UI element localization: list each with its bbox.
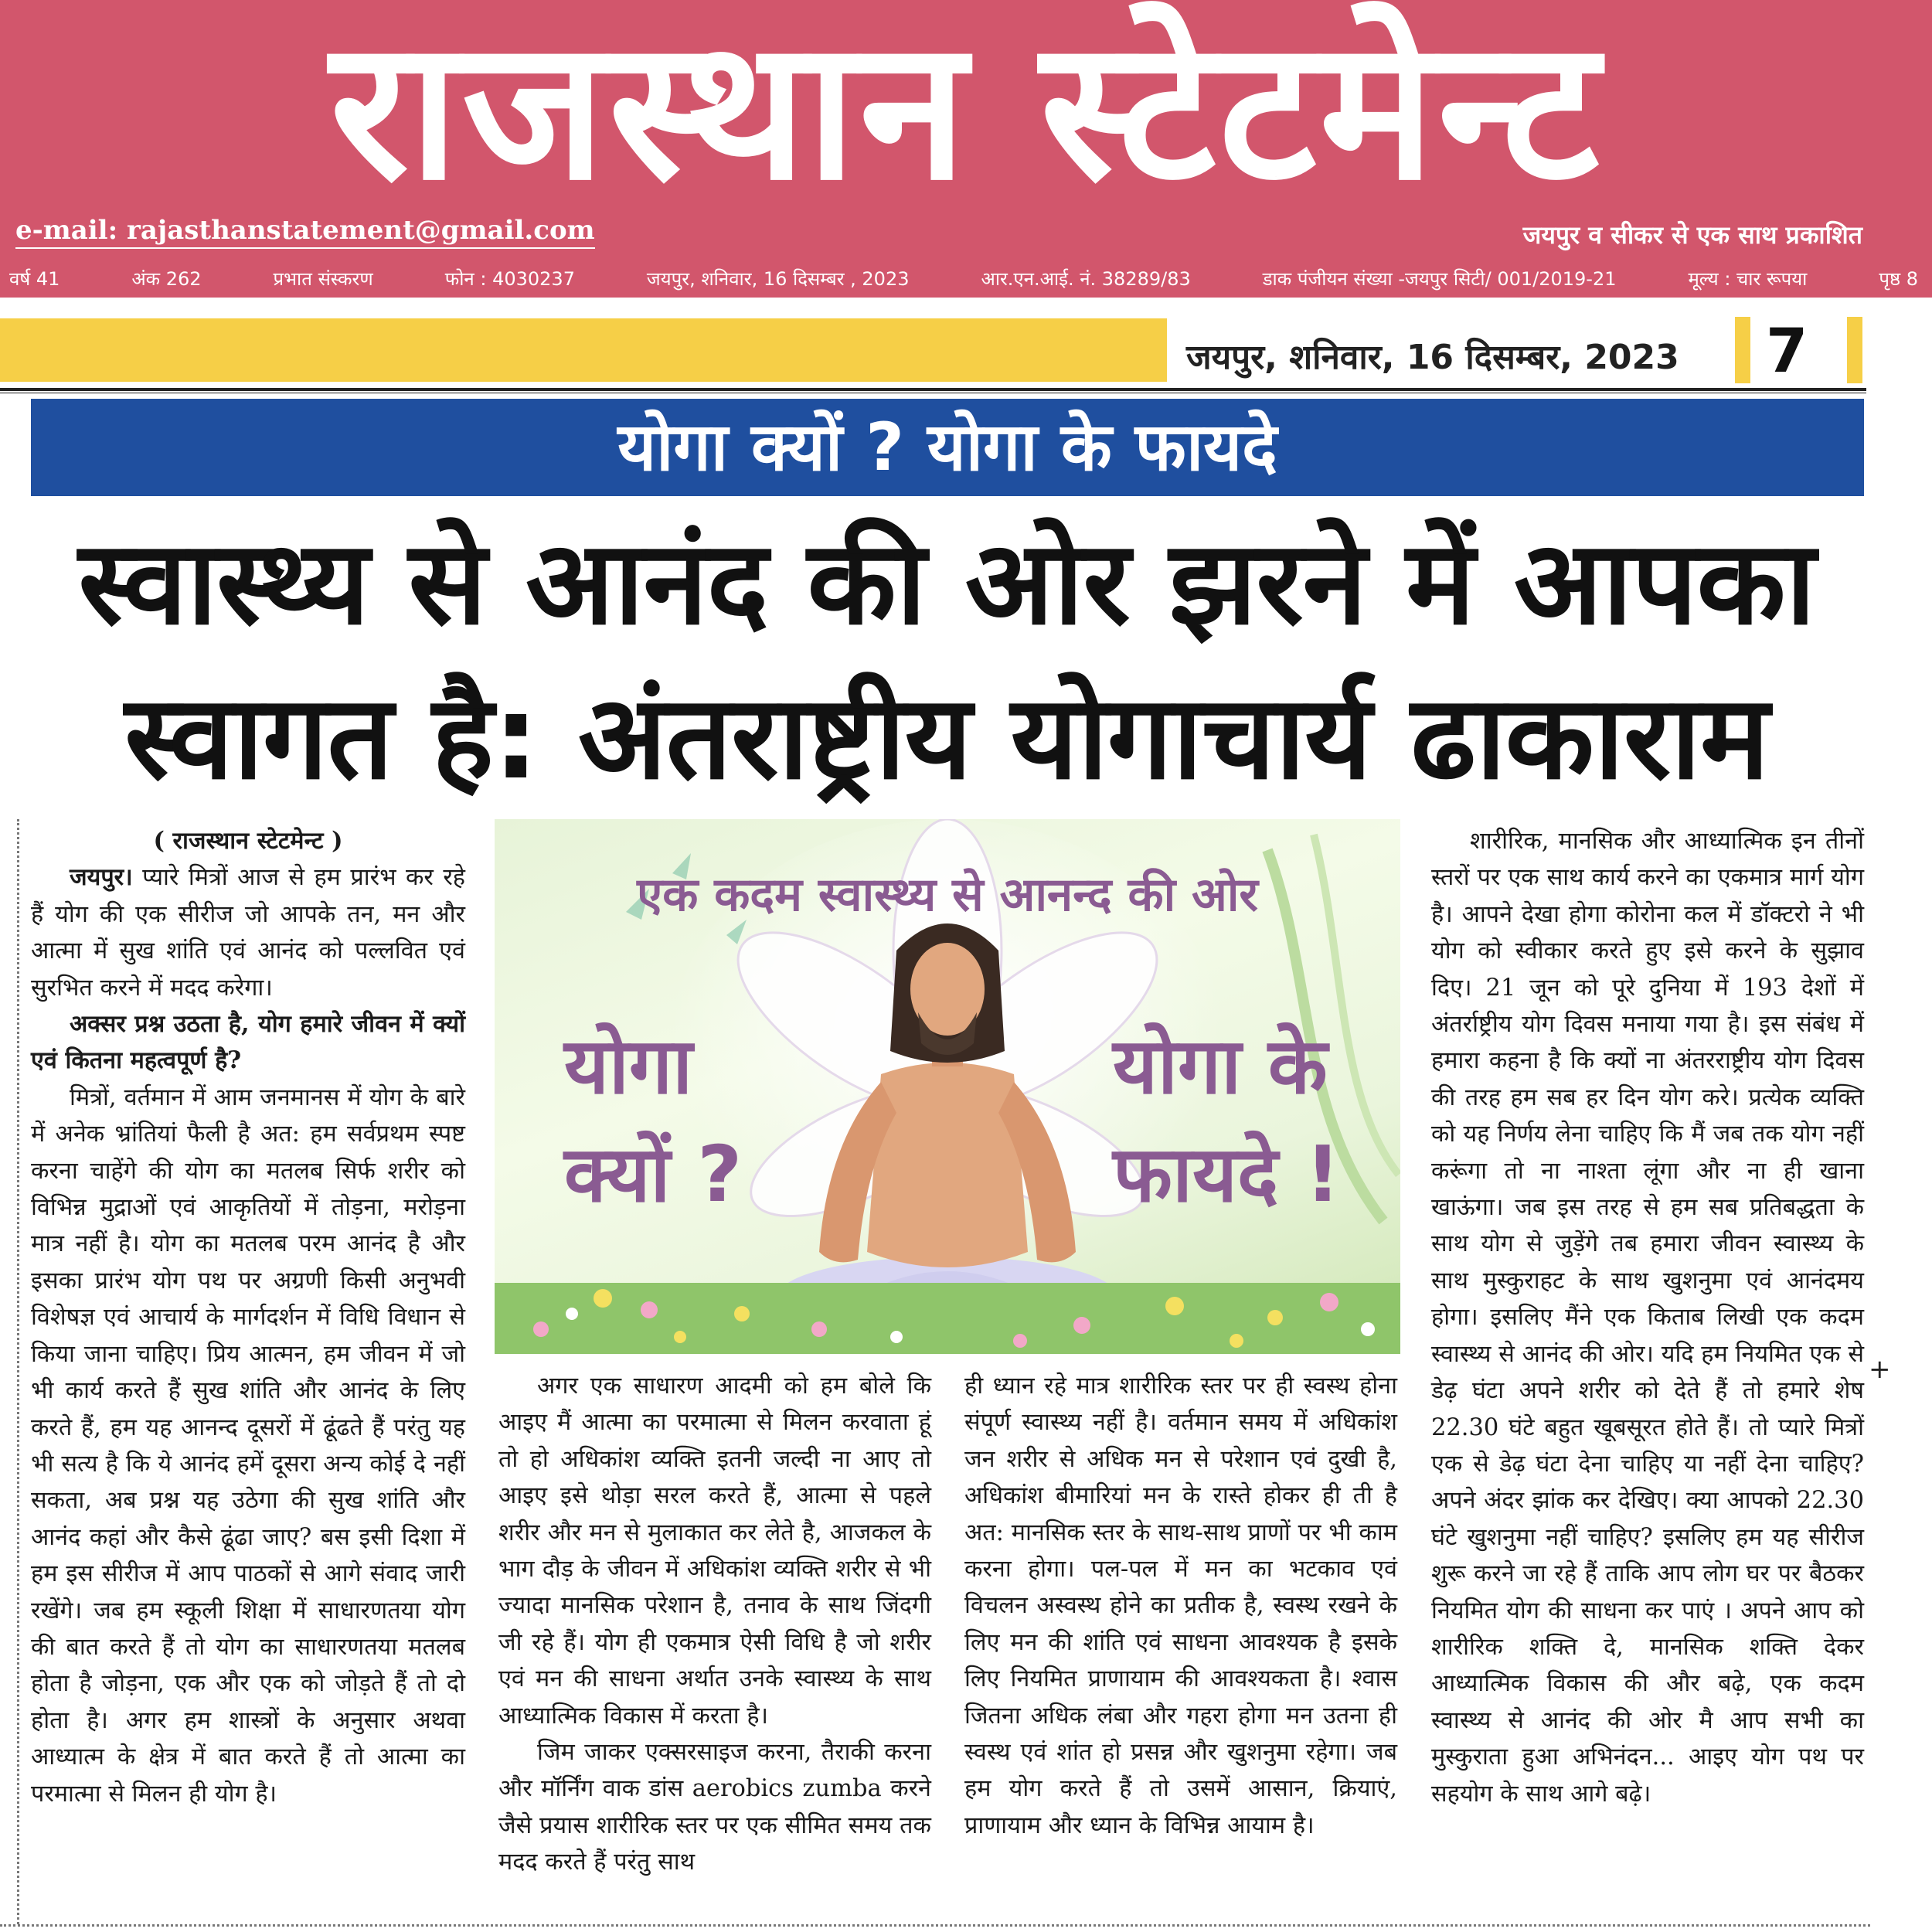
article-column-4	[1431, 823, 1864, 1812]
headline	[23, 506, 1870, 815]
article-column-2	[498, 1368, 931, 1881]
byline: ( राजस्थान स्टेटमेन्ट )	[153, 827, 343, 855]
info-rni: आर.एन.आई. नं. 38289/83	[981, 268, 1191, 290]
photo-title: एक कदम स्वास्थ्य से आनन्द की ओर	[637, 868, 1258, 922]
info-date: जयपुर, शनिवार, 16 दिसम्बर , 2023	[646, 268, 910, 290]
photo-right-line-1: योगा के	[1113, 1021, 1328, 1111]
page-number: 7	[1766, 317, 1808, 386]
article-paragraph: शारीरिक, मानसिक और आध्यात्मिक इन तीनों स्तरों पर एक साथ कार्य करने का एकमात्र मार्ग योग है। आपने देखा होगा कोरोना कल में डॉक्टरो ने भी योग को स्वीकार करते हुए इसे करने के सुझाव दिए। 21 जून को पूरे दुनिया में 193 देशों में अंतर्राष्ट्रीय योग दिवस मनाया गया है। इस संबंध में हमारा कहना है कि क्यों ना अंतरराष्ट्रीय योग दिवस की तरह हम सब हर दिन योग करे। प्रत्येक व्यक्ति को यह निर्णय लेना चाहिए कि मैं जब तक योग नहीं करूंगा तो ना नाश्ता लूंगा और ना ही खाना खाऊंगा। जब इस तरह से हम सब प्रतिबद्धता के साथ योग से जुड़ेंगे तब हमारा जीवन स्वास्थ्य के साथ मुस्कुराहट के साथ खुशनुमा एवं आनंदमय होगा। इसलिए मैंने एक किताब लिखी एक कदम स्वास्थ्य से आनंद की ओर। यदि हम नियमित एक से डेढ़ घंटा अपने शरीर को देते हैं तो हमारे शेष 22.30 घंटे बहुत खूबसूरत होते हैं। तो प्यारे मित्रों एक से डेढ़ घंटा देना चाहिए या नहीं देना चाहिए? अपने अंदर झांक कर देखिए। क्या आपको 22.30 घंटे खुशनुमा नहीं चाहिए? इसलिए हम यह सीरीज शुरू करने जा रहे हैं ताकि आप लोग घर पर बैठकर नियमित योग की साधना कर पाएं । अपने आप को शारीरिक शक्ति दे, मानसिक शक्ति देकर आध्यात्मिक विकास की और बढ़े, एक कदम स्वास्थ्य से आनंद की ओर मै आप सभी का मुस्कुराता हुआ अभिनंदन... आइए योग पथ पर सहयोग के साथ आगे बढ़े।	[1431, 828, 1864, 1808]
info-issue: अंक 262	[131, 268, 202, 290]
info-phone: फोन : 4030237	[444, 268, 575, 290]
article-column-3	[964, 1368, 1397, 1844]
page-number-divider	[1735, 317, 1750, 383]
photo-right-text	[1113, 1012, 1341, 1229]
info-price: मूल्य : चार रूपया	[1688, 268, 1808, 290]
masthead	[0, 0, 1932, 298]
masthead-info-bar	[9, 266, 1918, 292]
headline-line-2: स्वागत है: अंतराष्ट्रीय योगाचार्य ढाकाराम	[124, 671, 1769, 805]
article-paragraph	[31, 859, 465, 1006]
masthead-email: e-mail: rajasthanstatement@gmail.com	[15, 215, 595, 249]
masthead-published-note: जयपुर व सीकर से एक साथ प्रकाशित	[1522, 220, 1862, 250]
section-banner-text: योगा क्यों ? योगा के फायदे	[617, 409, 1277, 486]
info-postal: डाक पंजीयन संख्या -जयपुर सिटी/ 001/2019-21	[1262, 268, 1617, 290]
article-paragraph: जिम जाकर एक्सरसाइज करना, तैराकी करना और मॉर्निंग वाक डांस aerobics zumba करने जैसे प्रयास शारीरिक स्तर पर एक सीमित समय तक मदद करते हैं परंतु साथ	[498, 1739, 931, 1876]
dateline: जयपुर।	[70, 863, 133, 892]
crosshair-icon: +	[1869, 1354, 1891, 1385]
photo-left-line-2: क्यों ?	[564, 1129, 743, 1219]
yoga-photo	[495, 819, 1400, 1354]
info-edition: प्रभात संस्करण	[273, 268, 373, 290]
paragraph-text: प्यारे मित्रों आज से हम प्रारंभ कर रहे हैं योग की एक सीरीज जो आपके तन, मन और आत्मा में सुख शांति एवं आनंद को पल्लवित एवं सुरभित करने में मदद करेगा।	[31, 864, 465, 1002]
page-number-divider	[1847, 317, 1862, 383]
photo-left-text	[564, 1012, 742, 1229]
date-bar-stripe	[0, 318, 1167, 382]
info-year: वर्ष 41	[9, 268, 60, 290]
info-pages: पृष्ठ 8	[1879, 268, 1918, 290]
article-paragraph: अगर एक साधारण आदमी को हम बोले कि आइए मैं आत्मा का परमात्मा से मिलन करवाता हूं तो हो अधिकांश व्यक्ति इतनी जल्दी ना आए तो आइए इसे थोड़ा सरल करते हैं, आत्मा से पहले शरीर और मन से मुलाकात कर लेते है, आजकल के भाग दौड़ के जीवन में अधिकांश व्यक्ति शरीर से भी ज्यादा मानसिक परेशान है, तनाव के साथ जिंदगी जी रहे हैं। योग ही एकमात्र ऐसी विधि है जो शरीर एवं मन की साधना अर्थात उनके स्वास्थ्य के साथ आध्यात्मिक विकास में करता है।	[498, 1372, 931, 1730]
article-paragraph: ही ध्यान रहे मात्र शारीरिक स्तर पर ही स्वस्थ होना संपूर्ण स्वास्थ्य नहीं है। वर्तमान समय में अधिकांश जन शरीर से अधिक मन से परेशान एवं दुखी है, अधिकांश बीमारियां मन के रास्ते होकर ही ती है अत: मानसिक स्तर के साथ-साथ प्राणों पर भी काम करना होगा। पल-पल में मन का भटकाव एवं विचलन अस्वस्थ होने का प्रतीक है, स्वस्थ रखने के लिए मन की शांति एवं साधना आवश्यक है इसके लिए नियमित प्राणायाम की आवश्यकता है। श्वास जितना अधिक लंबा और गहरा होगा मन उतना ही स्वस्थ एवं शांत हो प्रसन्न और खुशनुमा रहेगा। जब हम योग करते हैं तो उसमें आसान, क्रियाएं, प्राणायाम और ध्यान के विभिन्न आयाम है।	[964, 1372, 1397, 1839]
newspaper-title: राजस्थान स्टेटमेन्ट	[329, 0, 1603, 223]
photo-left-line-1: योगा	[564, 1021, 693, 1111]
article-question: अक्सर प्रश्न उठता है, योग हमारे जीवन में क्यों एवं कितना महत्वपूर्ण है?	[31, 1010, 465, 1075]
section-banner	[31, 399, 1864, 496]
page-date: जयपुर, शनिवार, 16 दिसम्बर, 2023	[1186, 338, 1679, 377]
bottom-divider	[0, 1924, 1870, 1927]
column-divider	[17, 819, 19, 1924]
header-rule	[0, 388, 1866, 391]
article-column-1	[31, 823, 465, 1812]
headline-line-1: स्वास्थ्य से आनंद की ओर झरने में आपका	[78, 516, 1815, 651]
page-date-bar	[0, 317, 1866, 386]
photo-right-line-2: फायदे !	[1113, 1129, 1341, 1219]
article-paragraph: मित्रों, वर्तमान में आम जनमानस में योग के बारे में अनेक भ्रांतियां फैली है अत: हम सर्वप्रथम स्पष्ट करना चाहेंगे की योग का मतलब सिर्फ शरीर को विभिन्न मुद्राओं एवं आकृतियों में तोड़ना, मरोड़ना मात्र नहीं है। योग का मतलब परम आनंद है और इसका प्रारंभ योग पथ पर अग्रणी किसी अनुभवी विशेषज्ञ एवं आचार्य के मार्गदर्शन में विधि विधान से किया जाना चाहिए। प्रिय आत्मन, हम जीवन में जो भी कार्य करते हैं सुख शांति और आनंद के लिए करते हैं, हम यह आनन्द दूसरों में ढूंढते हैं परंतु यह भी सत्य है कि ये आनंद हमें दूसरा अन्य कोई दे नहीं सकता, अब प्रश्न यह उठेगा की सुख शांति और आनंद कहां और कैसे ढूंढा जाए? बस इसी दिशा में हम इस सीरीज में आप पाठकों से आगे संवाद जारी रखेंगे। जब हम स्कूली शिक्षा में साधारणतया योग की बात करते हैं तो योग का साधारणतया मतलब होता है जोड़ना, एक और एक को जोड़ते हैं तो दो होता है। अगर हम शास्त्रों के अनुसार अथवा आध्यात्म के क्षेत्र में बात करते हैं तो आत्मा का परमात्मा से मिलन ही योग है।	[31, 1083, 465, 1808]
